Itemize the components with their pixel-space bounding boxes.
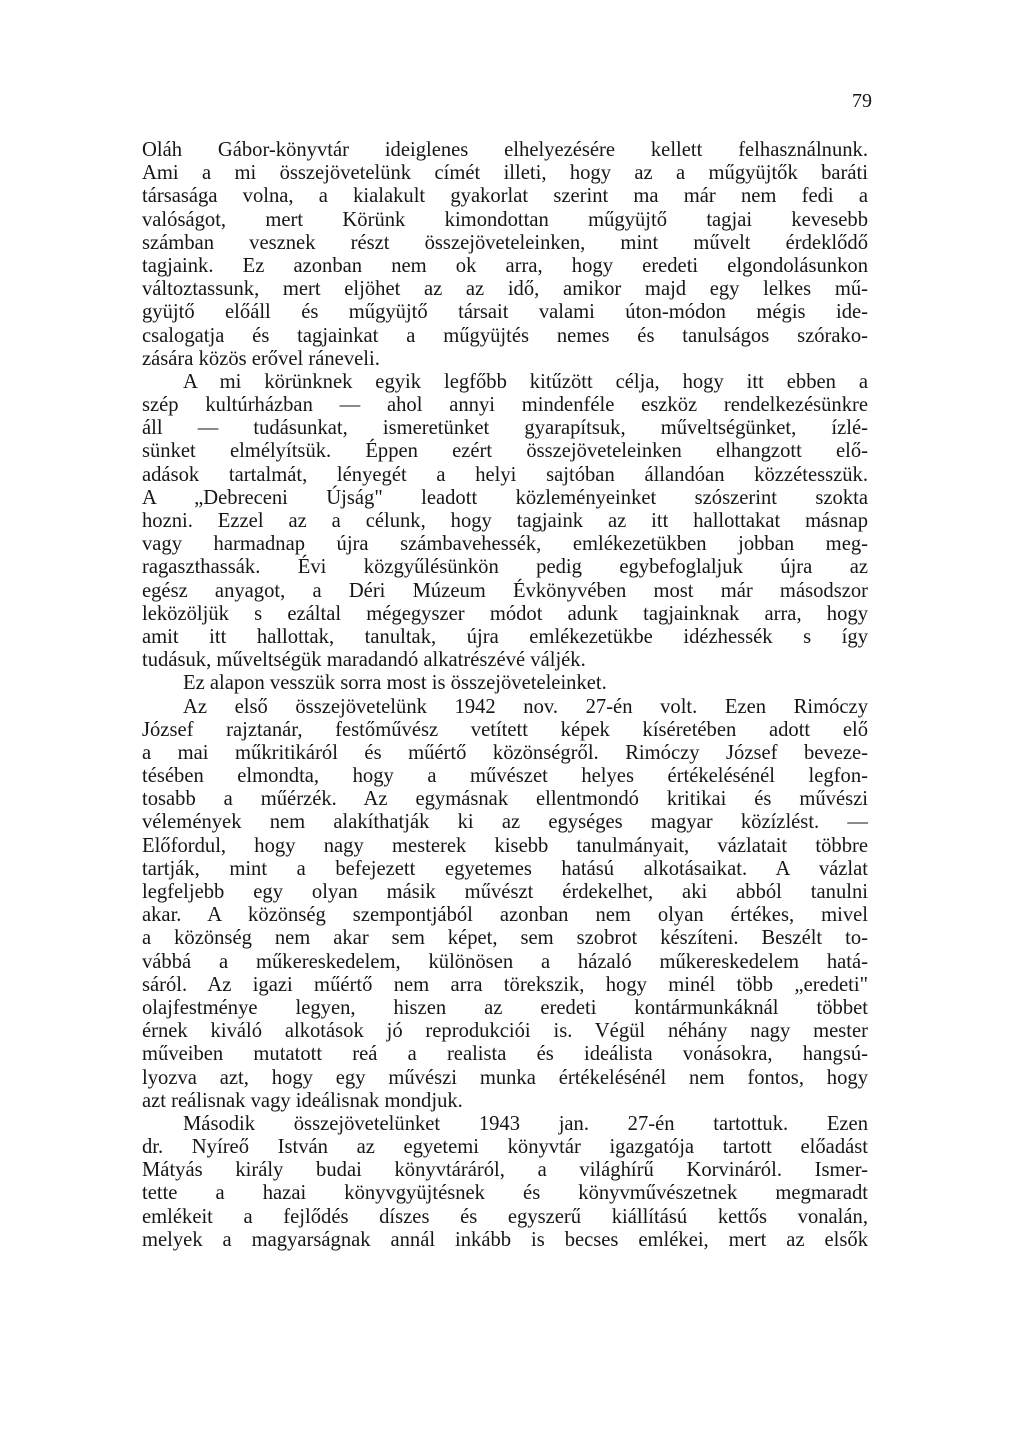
text-line: Az első összejövetelünk 1942 nov. 27-én volt. Ezen Rimóczy bbox=[183, 695, 868, 718]
text-line: vélemények nem alakíthatják ki az egységes magyar közízlést. — bbox=[142, 811, 868, 834]
text-line: olajfestménye legyen, hiszen az eredeti kontármunkáknál többet bbox=[142, 996, 868, 1019]
text-line: a mai műkritikáról és műértő közönségről. Rimóczy József beveze- bbox=[142, 741, 868, 764]
text-line: Előfordul, hogy nagy mesterek kisebb tanulmányait, vázlatait többre bbox=[142, 834, 868, 857]
text-line: Második összejövetelünket 1943 jan. 27-én tartottuk. Ezen bbox=[183, 1112, 868, 1135]
text-line: egész anyagot, a Déri Múzeum Évkönyvében most már másodszor bbox=[142, 579, 868, 602]
text-line: vagy harmadnap újra számbavehessék, emlékezetükben jobban meg- bbox=[142, 533, 868, 556]
body-text bbox=[142, 139, 868, 1252]
text-line: József rajztanár, festőművész vetített képek kíséretében adott elő bbox=[142, 718, 868, 741]
text-line: tosabb a műérzék. Az egymásnak ellentmondó kritikai és művészi bbox=[142, 788, 868, 811]
text-line: dr. Nyíreő István az egyetemi könyvtár igazgatója tartott előadást bbox=[142, 1136, 868, 1159]
page-number: 79 bbox=[852, 90, 872, 112]
text-line: Ez alapon vesszük sorra most is összejöveteleinket. bbox=[183, 672, 607, 695]
text-line: sünket elmélyítsük. Éppen ezért összejöveteleinken elhangzott elő- bbox=[142, 440, 868, 463]
text-line: tartják, mint a befejezett egyetemes hatású alkotásaikat. A vázlat bbox=[142, 857, 868, 880]
text-line: valóságot, mert Körünk kimondottan műgyüjtő tagjai kevesebb bbox=[142, 208, 868, 231]
text-line: akar. A közönség szempontjából azonban nem olyan értékes, mivel bbox=[142, 904, 868, 927]
text-line: érnek kiváló alkotások jó reprodukciói is. Végül néhány nagy mester bbox=[142, 1020, 868, 1043]
text-line: amit itt hallottak, tanultak, újra emlékezetükbe idézhessék s így bbox=[142, 625, 868, 648]
text-line: szép kultúrházban — ahol annyi mindenféle eszköz rendelkezésünkre bbox=[142, 394, 868, 417]
text-line: tudásuk, műveltségük maradandó alkatrészévé váljék. bbox=[142, 649, 586, 672]
text-line: számban vesznek részt összejöveteleinken, mint művelt érdeklődő bbox=[142, 231, 868, 254]
text-line: A „Debreceni Újság" leadott közleményeinket szószerint szokta bbox=[142, 486, 868, 509]
text-line: tette a hazai könyvgyüjtésnek és könyvművészetnek megmaradt bbox=[142, 1182, 868, 1205]
text-line: vábbá a műkereskedelem, különösen a házaló műkereskedelem hatá- bbox=[142, 950, 868, 973]
text-line: Mátyás király budai könyvtáráról, a világhírű Korvináról. Ismer- bbox=[142, 1159, 868, 1182]
text-line: Ami a mi összejövetelünk címét illeti, hogy az a műgyüjtők baráti bbox=[142, 162, 868, 185]
text-line: A mi körünknek egyik legfőbb kitűzött célja, hogy itt ebben a bbox=[183, 370, 868, 393]
text-line: tésében elmondta, hogy a művészet helyes értékelésénél legfon- bbox=[142, 765, 868, 788]
text-line: zására közös erővel ráneveli. bbox=[142, 347, 380, 370]
text-line: csalogatja és tagjainkat a műgyüjtés nemes és tanulságos szórako- bbox=[142, 324, 868, 347]
text-line: Oláh Gábor-könyvtár ideiglenes elhelyezésére kellett felhasználnunk. bbox=[142, 139, 868, 161]
text-line: gyüjtő előáll és műgyüjtő társait valami úton-módon mégis ide- bbox=[142, 301, 868, 324]
text-line: a közönség nem akar sem képet, sem szobrot készíteni. Beszélt to- bbox=[142, 927, 868, 950]
text-line: áll — tudásunkat, ismeretünket gyarapítsuk, műveltségünket, ízlé- bbox=[142, 417, 868, 440]
text-line: azt reálisnak vagy ideálisnak mondjuk. bbox=[142, 1089, 463, 1112]
text-line: melyek a magyarságnak annál inkább is becses emlékei, mert az elsők bbox=[142, 1228, 868, 1251]
text-line: lyozva azt, hogy egy művészi munka értékelésénél nem fontos, hogy bbox=[142, 1066, 868, 1089]
text-line: hozni. Ezzel az a célunk, hogy tagjaink az itt hallottakat másnap bbox=[142, 510, 868, 532]
text-line: tagjaink. Ez azonban nem ok arra, hogy eredeti elgondolásunkon bbox=[142, 254, 868, 277]
text-line: leközöljük s ezáltal mégegyszer módot adunk tagjainknak arra, hogy bbox=[142, 602, 868, 625]
text-line: ragaszthassák. Évi közgyűlésünkön pedig egybefoglaljuk újra az bbox=[142, 556, 868, 579]
text-line: sáról. Az igazi műértő nem arra törekszik, hogy minél több „eredeti" bbox=[142, 973, 868, 996]
text-line: legfeljebb egy olyan másik művészt érdekelhet, aki abból tanulni bbox=[142, 881, 868, 903]
text-line: emlékeit a fejlődés díszes és egyszerű kiállítású kettős vonalán, bbox=[142, 1205, 868, 1228]
text-line: adások tartalmát, lényegét a helyi sajtóban állandóan közzétesszük. bbox=[142, 463, 868, 486]
text-line: társasága volna, a kialakult gyakorlat szerint ma már nem fedi a bbox=[142, 185, 868, 208]
text-line: műveiben mutatott reá a realista és ideálista vonásokra, hangsú- bbox=[142, 1043, 868, 1066]
text-line: változtassunk, mert eljöhet az az idő, amikor majd egy lelkes mű- bbox=[142, 278, 868, 301]
